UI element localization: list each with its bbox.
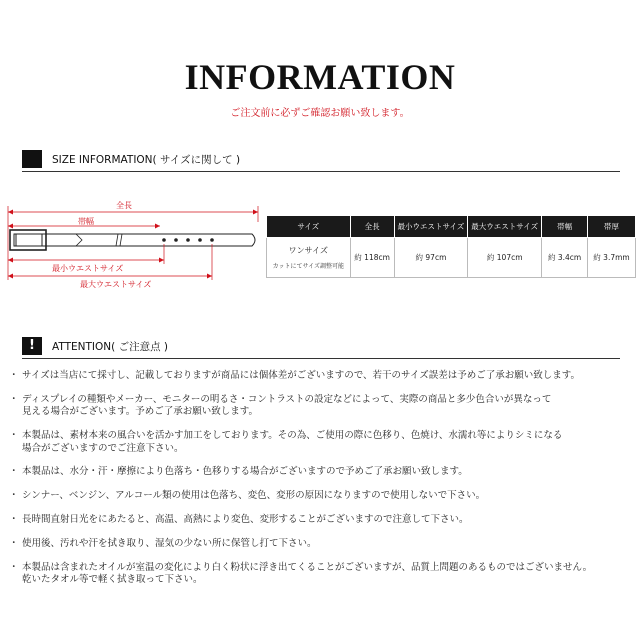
page-subtitle: ご注文前に必ずご確認お願い致します。 [230, 108, 410, 119]
min-waist-label: 最小ウエストサイズ [52, 264, 124, 273]
table-row [267, 238, 636, 278]
size-section-header [22, 150, 620, 172]
size-table [266, 215, 636, 278]
min-waist-value: 約 97cm [394, 238, 468, 278]
list-item: ・ ディスプレイの種類やメーカー、モニターの明るさ・コントラストの設定などによって、実際の商品と多少色合いが異なって 見える場合がございます。予めご了承お願い致します。 [14, 394, 629, 419]
belt-width-label: 帯幅 [78, 217, 94, 226]
list-item: ・ 長時間直射日光をにあたると、高温、高熱により変色、変形することがございますので注意して下さい。 [14, 514, 629, 527]
max-waist-value: 約 107cm [468, 238, 542, 278]
size-section-label: SIZE INFORMATION( サイズに関して ) [52, 154, 241, 166]
list-item: ・ 本製品は含まれたオイルが室温の変化により白く粉状に浮き出てくることがございますが、品質上問題のあるものではございません。 乾いたタオル等で軽く拭き取って下さい。 [14, 562, 629, 587]
list-item: ・ シンナー、ベンジン、アルコール類の使用は色落ち、変色、変形の原因になりますので使用しないで下さい。 [14, 490, 629, 503]
table-header-row [267, 216, 636, 238]
attention-section-label: ATTENTION( ご注意点 ) [52, 341, 168, 353]
exclamation-icon: ! [22, 337, 42, 355]
square-icon [22, 150, 42, 168]
size-name-cell [267, 238, 351, 278]
table-header: 最小ウエストサイズ [394, 216, 468, 238]
size-note: カットにてサイズ調整可能 [272, 263, 345, 270]
belt-diagram [0, 196, 264, 296]
list-item: ・ 本製品は、素材本来の風合いを活かす加工をしております。その為、ご使用の際に色移り、色焼け、水濡れ等によりシミになる 場合がございますのでご注意下さい。 [14, 430, 629, 455]
thickness-value: 約 3.7mm [588, 238, 636, 278]
total-length-label: 全長 [116, 201, 132, 210]
max-waist-label: 最大ウエストサイズ [80, 280, 152, 289]
size-name: ワンサイズ [288, 246, 329, 255]
attention-notes-list [14, 370, 629, 598]
table-header: 帯厚 [588, 216, 636, 238]
table-header: 全長 [350, 216, 394, 238]
page-title: INFORMATION [184, 57, 456, 97]
table-header: 帯幅 [542, 216, 588, 238]
attention-section-header [22, 337, 620, 359]
list-item: ・ サイズは当店にて採寸し、記載しておりますが商品には個体差がございますので、若干のサイズ誤差は予めご了承お願い致します。 [14, 370, 629, 383]
list-item: ・ 本製品は、水分・汗・摩擦により色落ち・色移りする場合がございますので予めご了承お願い致します。 [14, 466, 629, 479]
table-header: 最大ウエストサイズ [468, 216, 542, 238]
table-header: サイズ [267, 216, 351, 238]
width-value: 約 3.4cm [542, 238, 588, 278]
total-length-value: 約 118cm [350, 238, 394, 278]
list-item: ・ 使用後、汚れや汗を拭き取り、湿気の少ない所に保管し打て下さい。 [14, 538, 629, 551]
